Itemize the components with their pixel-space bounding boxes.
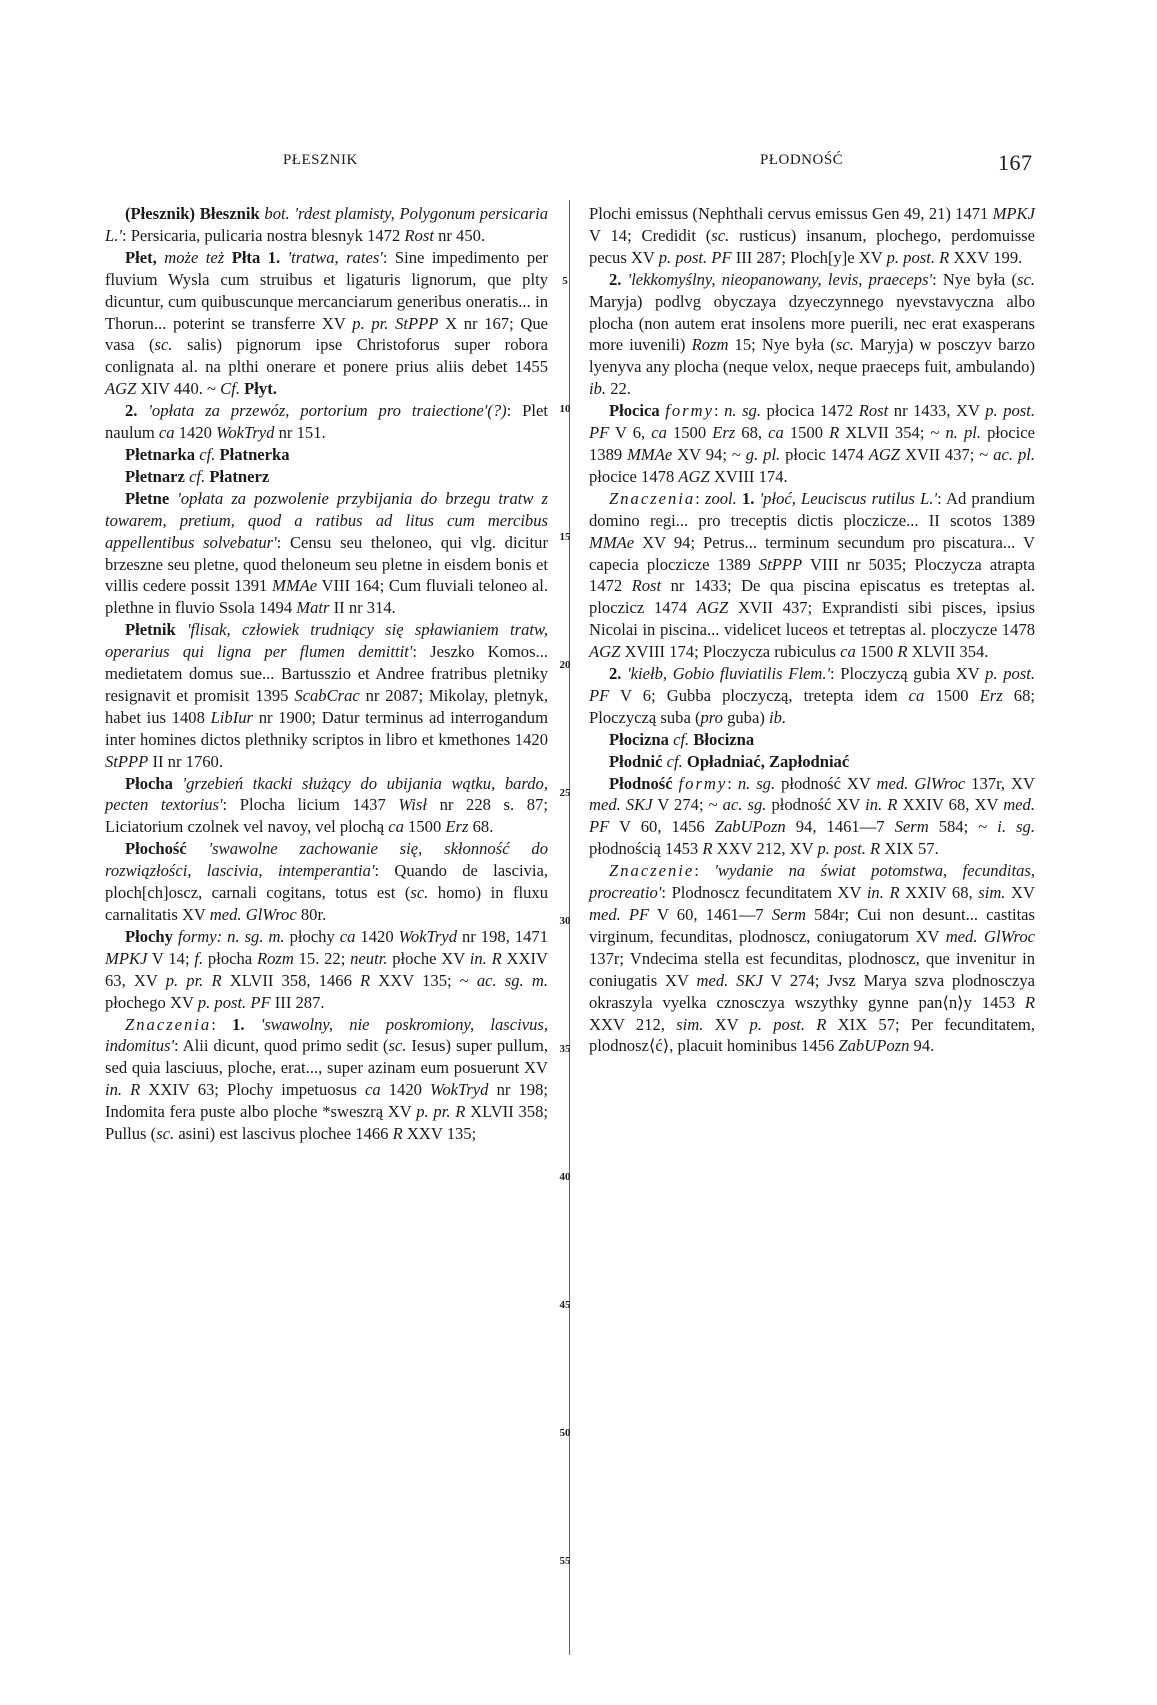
line-number: 45	[559, 1299, 571, 1311]
left-column	[105, 203, 548, 1145]
entry-paragraph: 2. 'kiełb, Gobio fluviatilis Flem.': Ploczyczą gubia XV p. post. PF V 6; Gubba ploczyczą, tretepta idem ca 1500 Erz 68; Ploczyczą suba (pro guba) ib.	[589, 664, 1036, 727]
entry-paragraph: Płetnik 'flisak, człowiek trudniący się spławianiem tratw, operarius qui ligna per flumen demittit': Jeszko Komos... medietatem domus sue... Bartusszio et Andree fratribus pletniky resignavit et promisit 1395 ScabCrac nr 2087; Mikolay, pletnyk, habet ius 1408 LibIur nr 1900; Datur terminus ad interrogandum inter homines dictos plethniky scriptos in libro et kmethones 1420 StPPP II nr 1760.	[105, 620, 548, 771]
entry-paragraph: Płochy formy: n. sg. m. płochy ca 1420 WokTryd nr 198, 1471 MPKJ V 14; f. płocha Rozm 15. 22; neutr. płoche XV in. R XXIV 63, XV p. pr. R XLVII 358, 1466 R XXV 135; ~ ac. sg. m. płochego XV p. post. PF III 287.	[105, 926, 549, 1012]
entry-paragraph: (Płesznik) Błesznik bot. 'rdest plamisty, Polygonum persicaria L.': Persicaria, pulicaria nostra blesnyk 1472 Rost nr 450.	[105, 204, 548, 245]
entry-paragraph: Płodność formy: n. sg. płodność XV med. GlWroc 137r, XV med. SKJ V 274; ~ ac. sg. płodność XV in. R XXIV 68, XV med. PF V 60, 1456 ZabUPozn 94, 1461—7 Serm 584; ~ i. sg. płodnością 1453 R XXV 212, XV p. post. R XIX 57.	[589, 773, 1035, 859]
entry-paragraph: Płetne 'opłata za pozwolenie przybijania do brzegu tratw z towarem, pretium, quod a ratibus ad litus cum mercibus appellentibus solvebatur': Censu seu theloneo, qui vlg. dicitur brzeszne seu pletne, quod theloneum seu pletne in eisdem bonis et villis cedere possit 1391 MMAe VIII 164; Cum fluviali teloneo al. plethne in fluvio Ssola 1494 Matr II nr 314.	[105, 488, 548, 618]
entry-paragraph: Płetnarz cf. Płatnerz	[125, 466, 270, 486]
entry-paragraph: Plochi emissus (Nephthali cervus emissus Gen 49, 21) 1471 MPKJ V 14; Credidit (sc. rusticus) insanum, plochego, perdomuisse pecus XV p. post. PF III 287; Ploch[y]e XV p. post. R XXV 199.	[589, 204, 1035, 267]
line-number: 15	[559, 531, 571, 543]
line-number: 35	[559, 1043, 571, 1055]
entry-paragraph: Płet, może też Płta 1. 'tratwa, rates': Sine impedimento per fluvium Wysla cum struibus et ligaturis lignorum, que plty dicuntur, cum quibuscunque mercanciarum generibus oneratis... in Thorun... poterint se transferre XV p. pr. StPPP X nr 167; Que vasa (sc. salis) pignorum ipse Christoforus super robora conlignata al. na plthi onerare et ponere prius aliis debet 1455 AGZ XIV 440. ~ Cf. Płyt.	[105, 247, 549, 399]
entry-paragraph: Znaczenie: 'wydanie na świat potomstwa, fecunditas, procreatio': Plodnoscz fecunditatem XV in. R XXIV 68, sim. XV med. PF V 60, 1461—7 Serm 584r; Cui non desunt... castitas virginum, fecunditas, plodnoscz, coniugatorum XV med. GlWroc 137r; Vndecima stella est fecunditas, plodnoscz, que invenitur in coniugatis XV med. SKJ V 274; Jvsz Marya szva plodnosczya okraszyla vyelka cznosczya wszythky gynne pan⟨n⟩y 1453 R XXV 212, sim. XV p. post. R XIX 57; Per fecunditatem, plodnosz⟨ć⟩, placuit hominibus 1456 ZabUPozn 94.	[589, 861, 1036, 1056]
running-head-right: PŁODNOŚĆ	[760, 152, 844, 168]
entry-paragraph: Płocha 'grzebień tkacki służący do ubijania wątku, bardo, pecten textorius': Plocha licium 1437 Wisł nr 228 s. 87; Liciatorium czolnek vel navoy, vel plochą ca 1500 Erz 68.	[105, 773, 548, 837]
line-number: 50	[559, 1427, 571, 1439]
entry-paragraph: Płocizna cf. Błocizna	[609, 729, 755, 749]
line-number: 25	[559, 787, 571, 799]
entry-paragraph: Znaczenia: zool. 1. 'płoć, Leuciscus rutilus L.': Ad prandium domino regi... pro treceptis dictis ploczicze... II scotos 1389 MMAe XV 94; Petrus... terminum secundum pro piscatura... V capecia ploczicze 1389 StPPP VIII nr 5035; Ploczycza atrapta 1472 Rost nr 1433; De qua piscina episcatus es treteptas al. ploczicz 1474 AGZ XVII 437; Exprandisti sibi pisces, ipsius Nicolai in piscina... videlicet luceos et tetreptas al. ploczycze 1478 AGZ XVIII 174; Ploczycza rubiculus ca 1500 R XLVII 354.	[589, 488, 1035, 662]
line-number: 40	[559, 1171, 571, 1183]
entry-paragraph: Znaczenia: 1. 'swawolny, nie poskromiony, lascivus, indomitus': Alii dicunt, quod primo sedit (sc. Iesus) super pullum, sed quia lasciuus, ploche, erat..., super azinam eum posuerunt XV in. R XXIV 63; Plochy impetuosus ca 1420 WokTryd nr 198; Indomita fera puste albo ploche *sweszrą XV p. pr. R XLVII 358; Pullus (sc. asini) est lascivus plochee 1466 R XXV 135;	[105, 1014, 549, 1144]
entry-paragraph: 2. 'lekkomyślny, nieopanowany, levis, praeceps': Nye była (sc. Maryja) podlvg obyczaya dzyeczynnego nyevstavyczna albo plocha (non autem erat insolens more puerili, nec erat exasperans more iuvenili) Rozm 15; Nye była (sc. Maryja) w posczyv barzo lyenyva any plocha (neque velox, neque praeceps fuit, ambulando) ib. 22.	[589, 269, 1035, 399]
line-number: 10	[559, 403, 571, 415]
line-number: 55	[559, 1555, 571, 1567]
right-column	[589, 203, 1035, 1057]
entry-paragraph: Płetnarka cf. Płatnerka	[125, 444, 290, 464]
line-number: 30	[559, 915, 571, 927]
entry-paragraph: Płodnić cf. Opładniać, Zapłodniać	[609, 751, 850, 771]
page-number: 167	[998, 150, 1033, 175]
entry-paragraph: 2. 'opłata za przewóz, portorium pro traiectione'(?): Plet naulum ca 1420 WokTryd nr 151.	[105, 401, 548, 443]
line-number: 20	[559, 659, 571, 671]
line-number: 5	[562, 275, 568, 287]
entry-paragraph: Płochość 'swawolne zachowanie się, skłonność do rozwiązłości, lascivia, intemperantia': Quando de lascivia, ploch[ch]oscz, carnali cogitans, totus est (sc. homo) in fluxu carnalitatis XV med. GlWroc 80r.	[105, 839, 548, 924]
entry-paragraph: Płocica formy: n. sg. płocica 1472 Rost nr 1433, XV p. post. PF V 6, ca 1500 Erz 68, ca 1500 R XLVII 354; ~ n. pl. płocice 1389 MMAe XV 94; ~ g. pl. płocic 1474 AGZ XVII 437; ~ ac. pl. płocice 1478 AGZ XVIII 174.	[589, 401, 1036, 486]
running-head-left: PŁESZNIK	[283, 152, 358, 168]
